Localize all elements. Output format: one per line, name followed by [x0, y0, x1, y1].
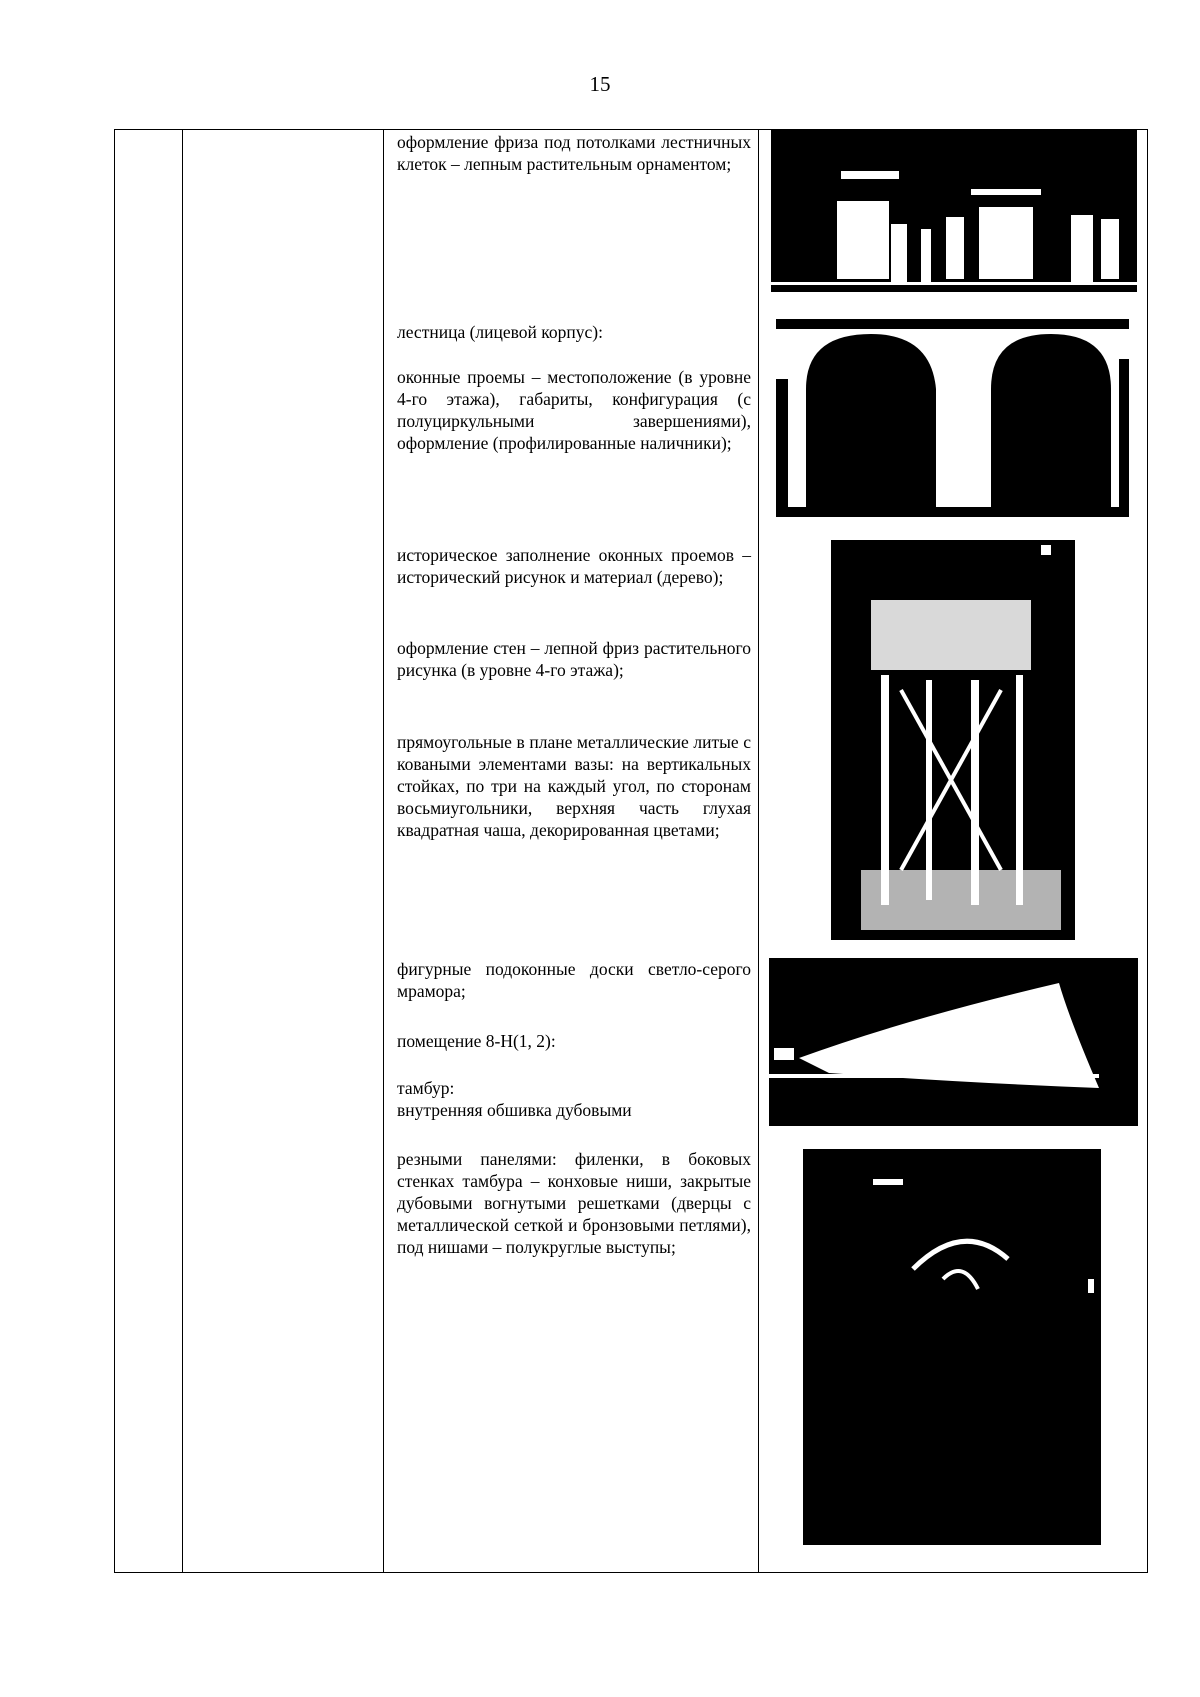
photo-ceiling-frieze [771, 129, 1137, 292]
paragraph-vestibule: тамбур: [397, 1078, 455, 1098]
column-divider-2 [383, 130, 384, 1572]
paragraph-wall-decoration: оформление стен – лепной фриз растительного рисунка (в уровне 4-го этажа); [397, 638, 751, 680]
photo-arched-windows [776, 319, 1129, 517]
photo-metal-vase [831, 540, 1075, 940]
page-number: 15 [589, 72, 611, 96]
column-divider-1 [182, 130, 183, 1572]
paragraph-room-label: помещение 8-Н(1, 2): [397, 1031, 556, 1051]
paragraph-carved-panels: резными панелями: филенки, в боковых стенках тамбура – конховые ниши, закрытые дубовыми вогнутыми решетками (дверцы с металлической сеткой и бронзовыми петлями), под нишами – полукруглые выступы; [397, 1149, 751, 1257]
paragraph-staircase: лестница (лицевой корпус): [397, 322, 603, 342]
paragraph-oak-cladding: внутренняя обшивка дубовыми [397, 1100, 632, 1120]
column-divider-3 [758, 130, 759, 1572]
photo-marble-sill [769, 958, 1138, 1126]
paragraph-window-openings: оконные проемы – местоположение (в уровне 4-го этажа), габариты, конфигурация (с полуциркульными завершениями), оформление (профилированные наличники); [397, 367, 751, 453]
paragraph-window-sills: фигурные подоконные доски светло-серого мрамора; [397, 959, 751, 1001]
paragraph-window-filling: историческое заполнение оконных проемов – исторический рисунок и материал (дерево); [397, 545, 751, 587]
paragraph-frieze: оформление фриза под потолками лестничных клеток – лепным растительным орнаментом; [397, 132, 751, 174]
paragraph-metal-vases: прямоугольные в плане металлические литые с коваными элементами вазы: на вертикальных стойках, по три на каждый угол, по сторонам восьмиугольники, верхняя часть глухая квадратная чаша, декорированная цветами; [397, 732, 751, 840]
photo-vestibule-niche [803, 1149, 1101, 1545]
